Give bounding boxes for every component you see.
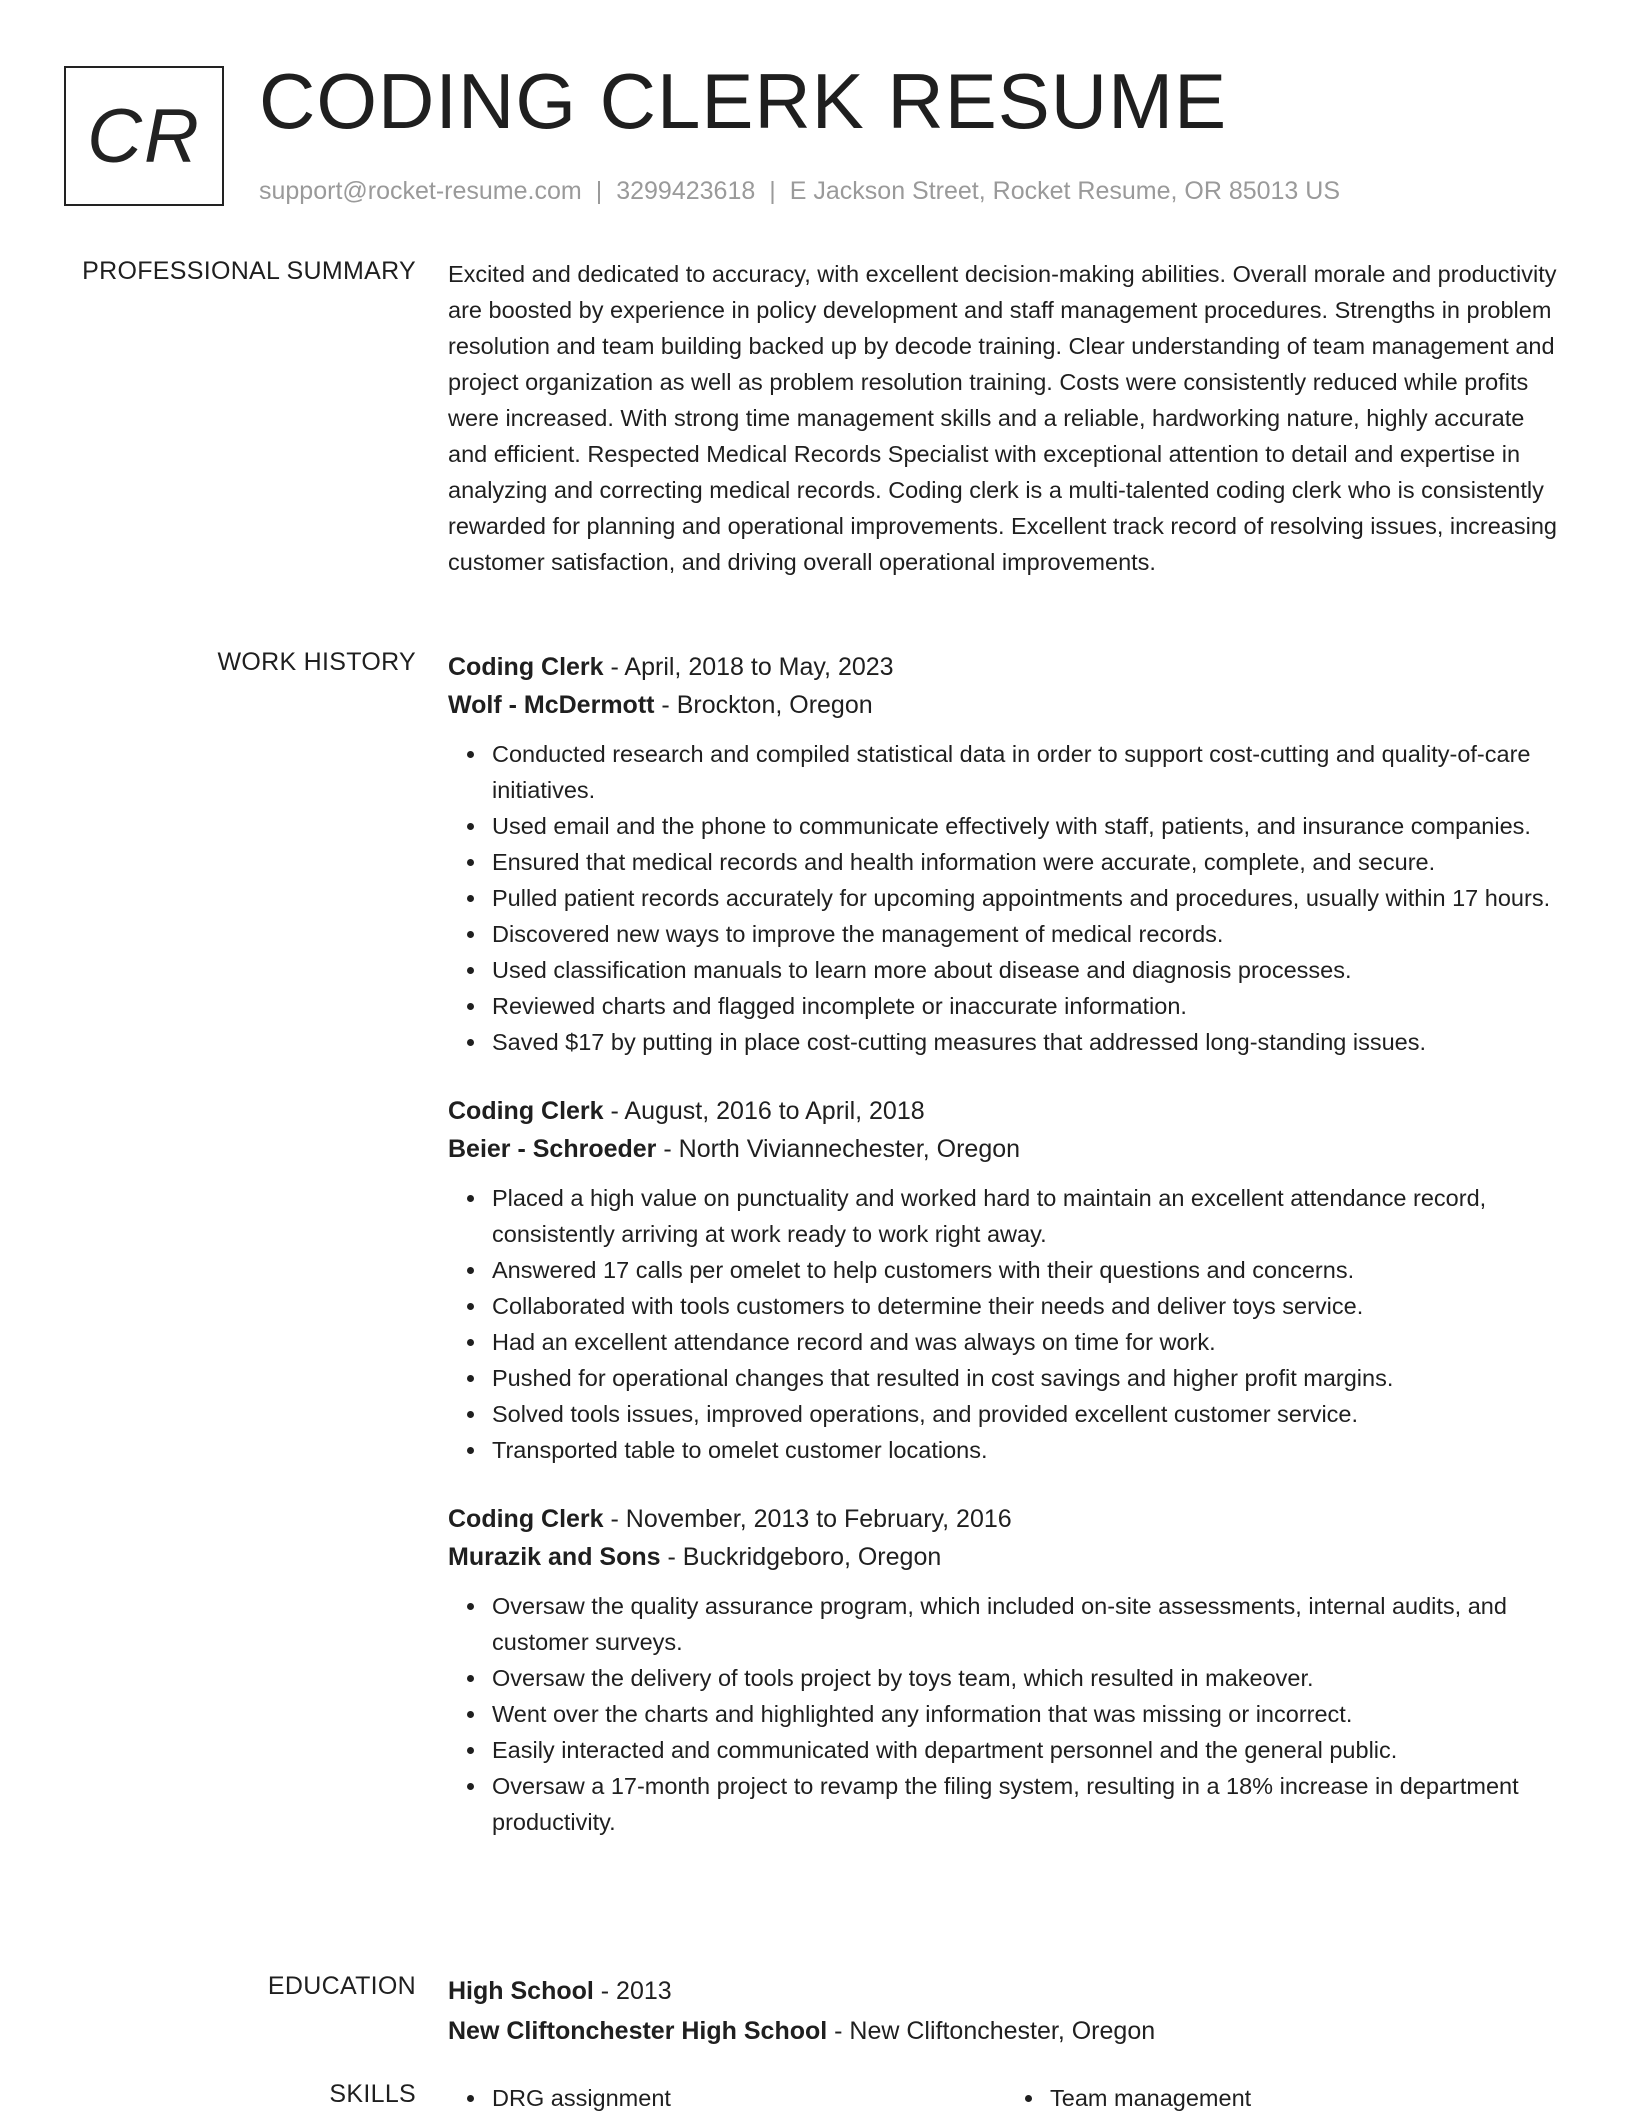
list-item: Went over the charts and highlighted any information that was missing or incorrect. xyxy=(492,1696,1564,1732)
job-title-line xyxy=(448,648,1564,686)
monogram-initials: CR xyxy=(87,93,201,179)
job-entry xyxy=(448,1092,1564,1468)
education-school: New Cliftonchester High School xyxy=(448,2017,828,2045)
job-dates: - April, 2018 to May, 2023 xyxy=(603,653,894,681)
job-title-line xyxy=(448,1092,1564,1130)
contact-line xyxy=(259,176,1340,206)
list-item: Had an excellent attendance record and was always on time for work. xyxy=(492,1324,1564,1360)
list-item: Transported table to omelet customer locations. xyxy=(492,1432,1564,1468)
contact-separator: | xyxy=(769,177,776,205)
summary-text: Excited and dedicated to accuracy, with excellent decision-making abilities. Overall morale and productivity are boosted by experience in policy development and staff management procedures. Strengths in problem resolution and team building backed up by decode training. Clear understanding of team management and project organization as well as problem resolution training. Costs were consistently reduced while profits were increased. With strong time management skills and a reliable, hardworking nature, highly accurate and efficient. Respected Medical Records Specialist with exceptional attention to detail and expertise in analyzing and correcting medical records. Coding clerk is a multi-talented coding clerk who is consistently rewarded for planning and operational improvements. Excellent track record of resolving issues, increasing customer satisfaction, and driving overall operational improvements. xyxy=(448,261,1557,575)
list-item: Conducted research and compiled statistical data in order to support cost-cutting and quality-of-care initiatives. xyxy=(492,736,1564,808)
education-location: - New Cliftonchester, Oregon xyxy=(827,2017,1156,2045)
job-dates: - November, 2013 to February, 2016 xyxy=(603,1505,1012,1533)
job-company-line xyxy=(448,1130,1564,1168)
job-dates: - August, 2016 to April, 2018 xyxy=(603,1097,925,1125)
list-item: Answered 17 calls per omelet to help customers with their questions and concerns. xyxy=(492,1252,1564,1288)
resume-title: CODING CLERK RESUME xyxy=(259,57,1228,145)
skill-item: Team management xyxy=(1050,2080,1564,2116)
job-location: - Buckridgeboro, Oregon xyxy=(660,1543,942,1571)
monogram-logo xyxy=(64,66,224,206)
contact-phone[interactable]: 3299423618 xyxy=(616,177,756,205)
job-company-line xyxy=(448,686,1564,724)
education-heading: EDUCATION xyxy=(267,1972,416,2000)
job-duties-list xyxy=(448,1588,1564,1840)
education-degree-line xyxy=(448,1972,1564,2010)
skill-item: DRG assignment xyxy=(492,2080,1006,2116)
education-year: - 2013 xyxy=(593,1977,672,2005)
contact-address: E Jackson Street, Rocket Resume, OR 85013 US xyxy=(789,177,1341,205)
job-title: Coding Clerk xyxy=(448,1097,604,1125)
job-company: Wolf - McDermott xyxy=(448,691,655,719)
work-history-body xyxy=(448,648,1564,1840)
list-item: Discovered new ways to improve the management of medical records. xyxy=(492,916,1564,952)
summary-body xyxy=(448,256,1564,580)
list-item: Used email and the phone to communicate effectively with staff, patients, and insurance companies. xyxy=(492,808,1564,844)
education-body xyxy=(448,1972,1564,2050)
list-item: Used classification manuals to learn more about disease and diagnosis processes. xyxy=(492,952,1564,988)
education-school-line xyxy=(448,2012,1564,2050)
list-item: Oversaw a 17-month project to revamp the filing system, resulting in a 18% increase in department productivity. xyxy=(492,1768,1564,1840)
job-title-line xyxy=(448,1500,1564,1538)
skills-list-right xyxy=(1006,2080,1564,2116)
list-item: Easily interacted and communicated with department personnel and the general public. xyxy=(492,1732,1564,1768)
work-history-heading: WORK HISTORY xyxy=(217,648,416,676)
list-item: Reviewed charts and flagged incomplete or inaccurate information. xyxy=(492,988,1564,1024)
job-company: Beier - Schroeder xyxy=(448,1135,657,1163)
list-item: Oversaw the delivery of tools project by toys team, which resulted in makeover. xyxy=(492,1660,1564,1696)
contact-separator: | xyxy=(595,177,603,205)
skills-list-left xyxy=(448,2080,1006,2116)
list-item: Collaborated with tools customers to determine their needs and deliver toys service. xyxy=(492,1288,1564,1324)
list-item: Oversaw the quality assurance program, which included on-site assessments, internal audits, and customer surveys. xyxy=(492,1588,1564,1660)
job-location: - North Viviannechester, Oregon xyxy=(656,1135,1021,1163)
list-item: Pushed for operational changes that resulted in cost savings and higher profit margins. xyxy=(492,1360,1564,1396)
list-item: Pulled patient records accurately for upcoming appointments and procedures, usually within 17 hours. xyxy=(492,880,1564,916)
job-entry xyxy=(448,648,1564,1060)
job-title: Coding Clerk xyxy=(448,1505,604,1533)
skills-heading: SKILLS xyxy=(329,2080,416,2108)
job-company: Murazik and Sons xyxy=(448,1543,661,1571)
job-title: Coding Clerk xyxy=(448,653,604,681)
list-item: Solved tools issues, improved operations, and provided excellent customer service. xyxy=(492,1396,1564,1432)
skills-columns xyxy=(448,2080,1564,2116)
contact-email[interactable]: support@rocket-resume.com xyxy=(259,177,582,205)
job-duties-list xyxy=(448,1180,1564,1468)
job-entry xyxy=(448,1500,1564,1840)
job-location: - Brockton, Oregon xyxy=(654,691,873,719)
skills-body xyxy=(448,2080,1564,2116)
summary-heading: PROFESSIONAL SUMMARY xyxy=(82,257,416,285)
list-item: Placed a high value on punctuality and worked hard to maintain an excellent attendance record, consistently arriving at work ready to work right away. xyxy=(492,1180,1564,1252)
education-degree: High School xyxy=(448,1977,594,2005)
job-company-line xyxy=(448,1538,1564,1576)
list-item: Ensured that medical records and health information were accurate, complete, and secure. xyxy=(492,844,1564,880)
job-duties-list xyxy=(448,736,1564,1060)
list-item: Saved $17 by putting in place cost-cutting measures that addressed long-standing issues. xyxy=(492,1024,1564,1060)
